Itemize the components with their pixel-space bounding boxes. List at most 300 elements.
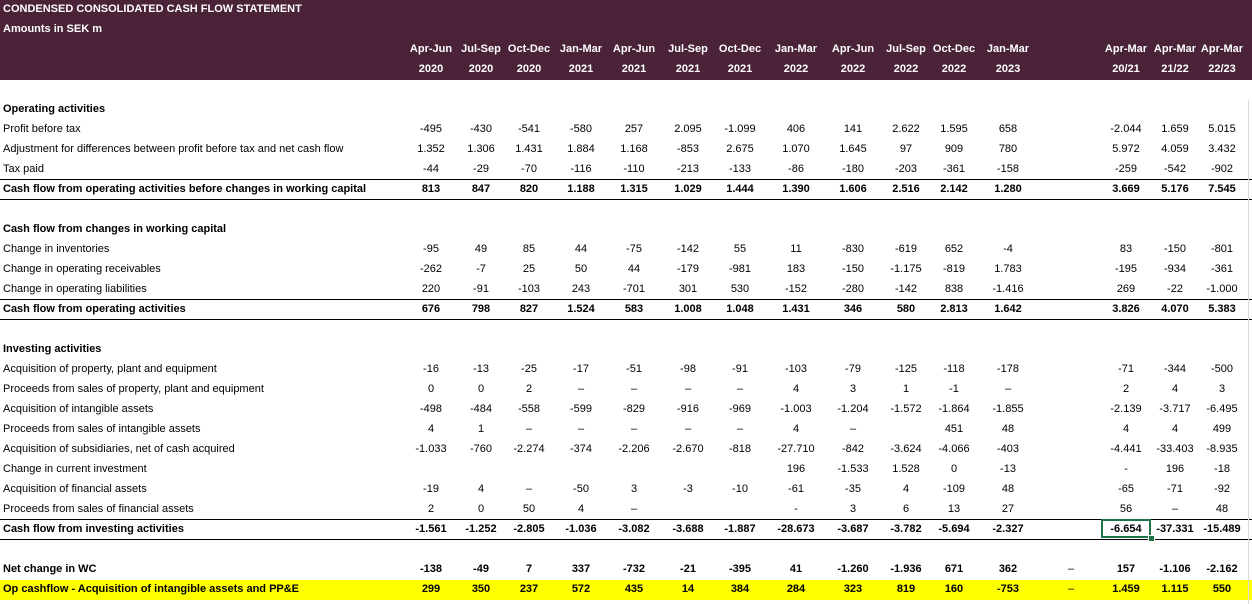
table-cell[interactable]: 4.070	[1161, 303, 1189, 315]
table-cell[interactable]: 299	[421, 583, 441, 595]
table-cell[interactable]: 676	[421, 303, 441, 315]
table-cell[interactable]: 4	[1171, 383, 1179, 395]
table-cell[interactable]: -1.252	[465, 523, 497, 535]
table-cell[interactable]: –	[525, 423, 533, 435]
table-cell[interactable]: -21	[680, 563, 696, 575]
row-label[interactable]: Change in inventories	[3, 243, 110, 255]
table-cell[interactable]: 6	[902, 503, 910, 515]
table-cell[interactable]: 85	[522, 243, 536, 255]
table-cell[interactable]: -158	[996, 163, 1020, 175]
table-cell[interactable]: 3.432	[1208, 143, 1236, 155]
table-cell[interactable]: -902	[1210, 163, 1234, 175]
row-label[interactable]: Acquisition of subsidiaries, net of cash acquired	[3, 443, 235, 455]
table-cell[interactable]: -542	[1163, 163, 1187, 175]
table-cell[interactable]: -558	[517, 403, 541, 415]
table-cell[interactable]: -6.495	[1206, 403, 1238, 415]
table-cell[interactable]: -1.204	[837, 403, 869, 415]
table-cell[interactable]: -374	[569, 443, 593, 455]
table-cell[interactable]: 83	[1119, 243, 1133, 255]
table-cell[interactable]: 583	[624, 303, 644, 315]
table-cell[interactable]: –	[684, 423, 692, 435]
table-cell[interactable]: -15.489	[1203, 523, 1241, 535]
table-cell[interactable]: -541	[517, 123, 541, 135]
table-cell[interactable]: 141	[843, 123, 863, 135]
row-label[interactable]: Proceeds from sales of intangible assets	[3, 423, 201, 435]
table-cell[interactable]: 1.168	[620, 143, 648, 155]
table-cell[interactable]: 1.645	[839, 143, 867, 155]
table-cell[interactable]: 820	[519, 183, 539, 195]
table-cell[interactable]: 909	[944, 143, 964, 155]
table-cell[interactable]: 13	[947, 503, 961, 515]
table-cell[interactable]: 572	[571, 583, 591, 595]
table-cell[interactable]: -1.533	[837, 463, 869, 475]
row-label[interactable]: Tax paid	[3, 163, 44, 175]
table-cell[interactable]: –	[736, 383, 744, 395]
table-cell[interactable]: -2.206	[618, 443, 650, 455]
table-cell[interactable]: -1	[949, 383, 959, 395]
table-cell[interactable]: -580	[569, 123, 593, 135]
table-cell[interactable]: -29	[473, 163, 489, 175]
table-cell[interactable]: -10	[732, 483, 748, 495]
table-cell[interactable]: -109	[942, 483, 966, 495]
table-cell[interactable]: -969	[728, 403, 752, 415]
table-cell[interactable]: 1.884	[567, 143, 595, 155]
table-cell[interactable]: -2.274	[513, 443, 545, 455]
table-cell[interactable]: -3.717	[1159, 403, 1191, 415]
row-label[interactable]: Acquisition of financial assets	[3, 483, 147, 495]
table-cell[interactable]: 2.675	[726, 143, 754, 155]
table-cell[interactable]: -344	[1163, 363, 1187, 375]
table-cell[interactable]: 435	[624, 583, 644, 595]
table-cell[interactable]: -430	[469, 123, 493, 135]
table-cell[interactable]: 4	[792, 383, 800, 395]
table-cell[interactable]: -495	[419, 123, 443, 135]
table-cell[interactable]: -178	[996, 363, 1020, 375]
table-cell[interactable]: -70	[521, 163, 537, 175]
table-cell[interactable]: -44	[423, 163, 439, 175]
table-cell[interactable]: 1.048	[726, 303, 754, 315]
table-cell[interactable]: 652	[944, 243, 964, 255]
table-cell[interactable]: -152	[784, 283, 808, 295]
table-cell[interactable]: -395	[728, 563, 752, 575]
table-cell[interactable]: -61	[788, 483, 804, 495]
table-cell[interactable]: -853	[676, 143, 700, 155]
table-cell[interactable]: -50	[573, 483, 589, 495]
table-cell[interactable]: -79	[845, 363, 861, 375]
table-cell[interactable]: 4.059	[1161, 143, 1189, 155]
table-cell[interactable]: -1.572	[890, 403, 922, 415]
table-cell[interactable]: 1.459	[1112, 583, 1140, 595]
table-cell[interactable]: 284	[786, 583, 806, 595]
table-cell[interactable]: 1.070	[782, 143, 810, 155]
table-cell[interactable]: -3.687	[837, 523, 869, 535]
table-cell[interactable]: 1.444	[726, 183, 754, 195]
table-cell[interactable]: -142	[894, 283, 918, 295]
table-cell[interactable]: 847	[471, 183, 491, 195]
row-label[interactable]: Investing activities	[3, 343, 102, 355]
table-cell[interactable]: 14	[681, 583, 695, 595]
table-cell[interactable]: -133	[728, 163, 752, 175]
row-label[interactable]: Proceeds from sales of property, plant and equipment	[3, 383, 264, 395]
table-cell[interactable]: -2.670	[672, 443, 704, 455]
table-cell[interactable]: 49	[474, 243, 488, 255]
table-cell[interactable]: 11	[790, 243, 802, 255]
table-cell[interactable]: –	[525, 483, 533, 495]
table-cell[interactable]: -619	[894, 243, 918, 255]
table-cell[interactable]: 50	[574, 263, 588, 275]
table-cell[interactable]: 350	[471, 583, 491, 595]
table-cell[interactable]: 55	[733, 243, 747, 255]
table-cell[interactable]: -1.000	[1206, 283, 1238, 295]
table-cell[interactable]: 4	[477, 483, 485, 495]
table-cell[interactable]: 4	[792, 423, 800, 435]
table-cell[interactable]: 1.524	[567, 303, 595, 315]
table-cell[interactable]: 50	[522, 503, 536, 515]
table-cell[interactable]: -262	[419, 263, 443, 275]
table-cell[interactable]: -801	[1210, 243, 1234, 255]
table-cell[interactable]: -842	[841, 443, 865, 455]
table-cell[interactable]: 550	[1212, 583, 1232, 595]
table-cell[interactable]: 362	[998, 563, 1018, 575]
table-cell[interactable]: 780	[998, 143, 1018, 155]
table-cell[interactable]: 1.431	[782, 303, 810, 315]
table-cell[interactable]: -13	[473, 363, 489, 375]
table-cell[interactable]: -37.331	[1156, 523, 1194, 535]
table-cell[interactable]: -484	[469, 403, 493, 415]
table-cell[interactable]: -2.162	[1206, 563, 1238, 575]
table-cell[interactable]: -	[1124, 463, 1128, 475]
table-cell[interactable]: -1.864	[938, 403, 970, 415]
table-cell[interactable]: 3	[1218, 383, 1226, 395]
table-cell[interactable]: 384	[730, 583, 750, 595]
table-cell[interactable]: 2.622	[892, 123, 920, 135]
table-cell[interactable]: 3	[849, 503, 857, 515]
table-cell[interactable]: 157	[1116, 563, 1136, 575]
row-label[interactable]: Acquisition of property, plant and equipment	[3, 363, 217, 375]
table-cell[interactable]: 406	[786, 123, 806, 135]
table-cell[interactable]: -92	[1214, 483, 1230, 495]
table-cell[interactable]: -599	[569, 403, 593, 415]
table-cell[interactable]: –	[630, 423, 638, 435]
table-cell[interactable]: 1	[477, 423, 485, 435]
table-cell[interactable]: -361	[1210, 263, 1234, 275]
table-cell[interactable]: 3.826	[1112, 303, 1140, 315]
table-cell[interactable]: -7	[476, 263, 486, 275]
row-label[interactable]: Cash flow from operating activities	[3, 303, 186, 315]
table-cell[interactable]: –	[736, 423, 744, 435]
table-cell[interactable]: 5.015	[1208, 123, 1236, 135]
table-cell[interactable]: -3.782	[890, 523, 922, 535]
table-cell[interactable]: -1.416	[992, 283, 1024, 295]
table-cell[interactable]: -116	[570, 163, 592, 175]
table-cell[interactable]: -19	[423, 483, 439, 495]
row-label[interactable]: Acquisition of intangible assets	[3, 403, 154, 415]
table-cell[interactable]: -2.044	[1110, 123, 1142, 135]
table-cell[interactable]: -18	[1214, 463, 1230, 475]
table-cell[interactable]: 323	[843, 583, 863, 595]
table-cell[interactable]: 2.142	[940, 183, 968, 195]
table-cell[interactable]: 1.029	[674, 183, 702, 195]
table-cell[interactable]: -1.099	[724, 123, 756, 135]
table-cell[interactable]: –	[1171, 503, 1179, 515]
row-label[interactable]: Change in operating receivables	[3, 263, 161, 275]
row-label[interactable]: Adjustment for differences between profit before tax and net cash flow	[3, 143, 344, 155]
table-cell[interactable]: 0	[477, 503, 485, 515]
table-cell[interactable]: 7	[525, 563, 533, 575]
table-cell[interactable]: 2	[1122, 383, 1130, 395]
table-cell[interactable]: -819	[942, 263, 966, 275]
table-cell[interactable]: 1.315	[620, 183, 648, 195]
table-cell[interactable]: -1.003	[780, 403, 812, 415]
table-cell[interactable]: -934	[1163, 263, 1187, 275]
table-cell[interactable]: -	[794, 503, 798, 515]
table-cell[interactable]: 499	[1212, 423, 1232, 435]
table-cell[interactable]: 1.659	[1161, 123, 1189, 135]
row-label[interactable]: Proceeds from sales of financial assets	[3, 503, 194, 515]
table-cell[interactable]: 196	[1165, 463, 1185, 475]
table-cell[interactable]: 0	[477, 383, 485, 395]
table-cell[interactable]: 4	[577, 503, 585, 515]
table-row	[0, 560, 1252, 580]
table-cell[interactable]: -98	[680, 363, 696, 375]
table-cell[interactable]: 1.306	[467, 143, 495, 155]
table-cell[interactable]: 48	[1215, 503, 1229, 515]
table-cell[interactable]: 827	[519, 303, 539, 315]
table-cell[interactable]: 160	[944, 583, 964, 595]
table-cell[interactable]: 2	[525, 383, 533, 395]
table-cell[interactable]: -4	[1003, 243, 1013, 255]
table-cell[interactable]: -5.694	[938, 523, 970, 535]
table-cell[interactable]: 838	[944, 283, 964, 295]
table-cell[interactable]: -91	[473, 283, 489, 295]
table-cell[interactable]: 798	[471, 303, 491, 315]
table-cell[interactable]: -1.936	[890, 563, 922, 575]
table-cell[interactable]: 5.383	[1208, 303, 1236, 315]
table-cell[interactable]: -195	[1114, 263, 1138, 275]
table-cell[interactable]: -1.036	[565, 523, 597, 535]
table-cell[interactable]: –	[684, 383, 692, 395]
table-cell[interactable]: 1.008	[674, 303, 702, 315]
table-cell[interactable]: 451	[944, 423, 964, 435]
table-cell[interactable]: 44	[574, 243, 588, 255]
table-cell[interactable]: 257	[624, 123, 644, 135]
table-cell[interactable]: 44	[627, 263, 641, 275]
table-cell[interactable]: -28.673	[777, 523, 815, 535]
table-cell[interactable]: –	[630, 503, 638, 515]
table-cell[interactable]: -753	[996, 583, 1020, 595]
table-cell[interactable]: 56	[1119, 503, 1133, 515]
row-label[interactable]: Cash flow from investing activities	[3, 523, 184, 535]
table-cell[interactable]: 237	[519, 583, 539, 595]
table-cell[interactable]: –	[849, 423, 857, 435]
row-label[interactable]: Operating activities	[3, 103, 106, 115]
table-cell[interactable]: -71	[1167, 483, 1183, 495]
table-cell[interactable]: 7.545	[1208, 183, 1236, 195]
table-cell[interactable]: -3	[683, 483, 693, 495]
table-cell[interactable]: 1.783	[994, 263, 1022, 275]
table-cell[interactable]: -498	[419, 403, 443, 415]
table-cell[interactable]: -760	[469, 443, 493, 455]
table-cell[interactable]: -138	[419, 563, 443, 575]
table-cell[interactable]: 813	[421, 183, 441, 195]
table-cell[interactable]: 196	[786, 463, 806, 475]
table-cell[interactable]: 3	[630, 483, 638, 495]
table-cell[interactable]: 1.115	[1161, 583, 1189, 595]
row-label[interactable]: Net change in WC	[3, 563, 97, 575]
table-cell[interactable]: -118	[943, 363, 965, 375]
table-cell[interactable]: –	[630, 383, 638, 395]
table-cell[interactable]: 530	[730, 283, 750, 295]
table-cell[interactable]: -95	[423, 243, 439, 255]
table-cell[interactable]: 3	[849, 383, 857, 395]
table-cell[interactable]: -203	[894, 163, 918, 175]
table-cell[interactable]: -49	[473, 563, 489, 575]
table-cell[interactable]: 671	[944, 563, 964, 575]
table-cell[interactable]: 183	[786, 263, 806, 275]
table-cell[interactable]: -500	[1210, 363, 1234, 375]
table-cell[interactable]: -1.175	[890, 263, 922, 275]
table-cell[interactable]: 48	[1001, 423, 1015, 435]
table-cell[interactable]: -33.403	[1156, 443, 1194, 455]
row-label[interactable]: Cash flow from changes in working capital	[3, 223, 227, 235]
table-cell[interactable]: -1.106	[1159, 563, 1191, 575]
table-cell[interactable]: -17	[573, 363, 589, 375]
table-cell[interactable]: 5.972	[1112, 143, 1140, 155]
table-cell[interactable]: 25	[522, 263, 536, 275]
table-cell[interactable]: -361	[942, 163, 966, 175]
table-cell[interactable]: -71	[1118, 363, 1134, 375]
table-cell[interactable]: 1.606	[839, 183, 867, 195]
table-cell[interactable]: 1	[902, 383, 910, 395]
table-cell[interactable]: -35	[845, 483, 861, 495]
table-cell[interactable]: –	[1004, 383, 1012, 395]
table-cell[interactable]: 3.669	[1112, 183, 1140, 195]
table-cell[interactable]: 337	[571, 563, 591, 575]
table-cell[interactable]: 41	[789, 563, 803, 575]
row-label[interactable]: Change in current investment	[3, 463, 147, 475]
table-cell[interactable]: 819	[896, 583, 916, 595]
table-cell[interactable]: 97	[899, 143, 913, 155]
table-cell[interactable]: -981	[728, 263, 752, 275]
table-cell[interactable]: -142	[676, 243, 700, 255]
table-cell[interactable]: -1.260	[837, 563, 869, 575]
table-cell[interactable]: -2.139	[1110, 403, 1142, 415]
table-cell[interactable]: -1.033	[415, 443, 447, 455]
table-cell[interactable]: 0	[427, 383, 435, 395]
row-label[interactable]: Op cashflow - Acquisition of intangible assets and PP&E	[3, 583, 300, 595]
table-cell[interactable]: -103	[784, 363, 808, 375]
table-cell[interactable]: 1.642	[994, 303, 1022, 315]
table-cell[interactable]: -259	[1114, 163, 1138, 175]
table-cell[interactable]: 346	[843, 303, 863, 315]
table-cell[interactable]: 1.352	[417, 143, 445, 155]
table-cell[interactable]: -86	[788, 163, 804, 175]
table-cell[interactable]: 4	[1122, 423, 1130, 435]
table-cell[interactable]: -3.624	[890, 443, 922, 455]
table-cell[interactable]: 4	[902, 483, 910, 495]
table-cell[interactable]: 2	[427, 503, 435, 515]
table-cell[interactable]: 1.188	[567, 183, 595, 195]
table-cell[interactable]: 658	[998, 123, 1018, 135]
table-cell[interactable]: -51	[626, 363, 642, 375]
table-cell[interactable]: -13	[1000, 463, 1016, 475]
table-cell[interactable]: -6.654	[1110, 523, 1142, 535]
table-cell[interactable]: -103	[517, 283, 541, 295]
table-cell[interactable]: 1.431	[515, 143, 543, 155]
table-cell[interactable]: -3.082	[618, 523, 650, 535]
row-label[interactable]: Cash flow from operating activities before changes in working capital	[3, 183, 367, 195]
table-cell[interactable]: 1.595	[940, 123, 968, 135]
row-label[interactable]: Profit before tax	[3, 123, 81, 135]
table-cell[interactable]: –	[577, 423, 585, 435]
table-cell[interactable]: 1.528	[892, 463, 920, 475]
table-cell[interactable]: -27.710	[777, 443, 815, 455]
table-cell[interactable]: 5.176	[1161, 183, 1189, 195]
table-cell[interactable]: 1.390	[782, 183, 810, 195]
table-cell[interactable]: -1.855	[992, 403, 1024, 415]
table-cell[interactable]: -179	[676, 263, 700, 275]
fill-handle[interactable]	[1148, 535, 1155, 542]
table-cell[interactable]: 220	[421, 283, 441, 295]
table-cell[interactable]: 243	[571, 283, 591, 295]
table-cell[interactable]: -1.887	[724, 523, 756, 535]
table-cell[interactable]: 2.095	[674, 123, 702, 135]
table-cell[interactable]: -16	[423, 363, 439, 375]
table-cell[interactable]: 580	[896, 303, 916, 315]
table-cell[interactable]: -1.561	[415, 523, 447, 535]
table-cell[interactable]: -110	[623, 163, 645, 175]
table-cell[interactable]: -213	[676, 163, 700, 175]
table-cell[interactable]: 1.280	[994, 183, 1022, 195]
table-cell[interactable]: 2.516	[892, 183, 920, 195]
row-label[interactable]: Change in operating liabilities	[3, 283, 147, 295]
table-cell[interactable]: -818	[728, 443, 752, 455]
table-cell[interactable]: -829	[622, 403, 646, 415]
table-cell[interactable]: -25	[521, 363, 537, 375]
table-cell[interactable]: -180	[841, 163, 865, 175]
table-cell[interactable]: -830	[841, 243, 865, 255]
table-cell[interactable]: 4	[427, 423, 435, 435]
table-cell[interactable]: -91	[732, 363, 748, 375]
selected-cell[interactable]	[1101, 519, 1151, 538]
table-cell[interactable]: -22	[1167, 283, 1183, 295]
table-cell[interactable]: -732	[622, 563, 646, 575]
table-cell[interactable]: -125	[894, 363, 918, 375]
table-cell[interactable]: -3.688	[672, 523, 704, 535]
table-cell[interactable]: -403	[996, 443, 1020, 455]
table-cell[interactable]: -280	[841, 283, 865, 295]
table-cell[interactable]: -4.441	[1110, 443, 1142, 455]
table-cell[interactable]: –	[577, 383, 585, 395]
table-cell[interactable]: -2.327	[992, 523, 1024, 535]
table-cell[interactable]: 0	[950, 463, 958, 475]
table-cell[interactable]: -4.066	[938, 443, 970, 455]
table-cell[interactable]: 2.813	[940, 303, 968, 315]
table-cell[interactable]: 301	[678, 283, 698, 295]
table-cell[interactable]: 48	[1001, 483, 1015, 495]
table-cell[interactable]: -150	[1163, 243, 1187, 255]
table-cell[interactable]: -2.805	[513, 523, 545, 535]
table-cell[interactable]: -75	[626, 243, 642, 255]
table-cell[interactable]: -150	[841, 263, 865, 275]
table-cell[interactable]: 27	[1001, 503, 1015, 515]
table-cell[interactable]: 4	[1171, 423, 1179, 435]
table-cell[interactable]: -65	[1118, 483, 1134, 495]
table-cell[interactable]: 269	[1116, 283, 1136, 295]
table-cell[interactable]: -701	[622, 283, 646, 295]
table-cell[interactable]: -8.935	[1206, 443, 1238, 455]
table-cell[interactable]: -916	[676, 403, 700, 415]
